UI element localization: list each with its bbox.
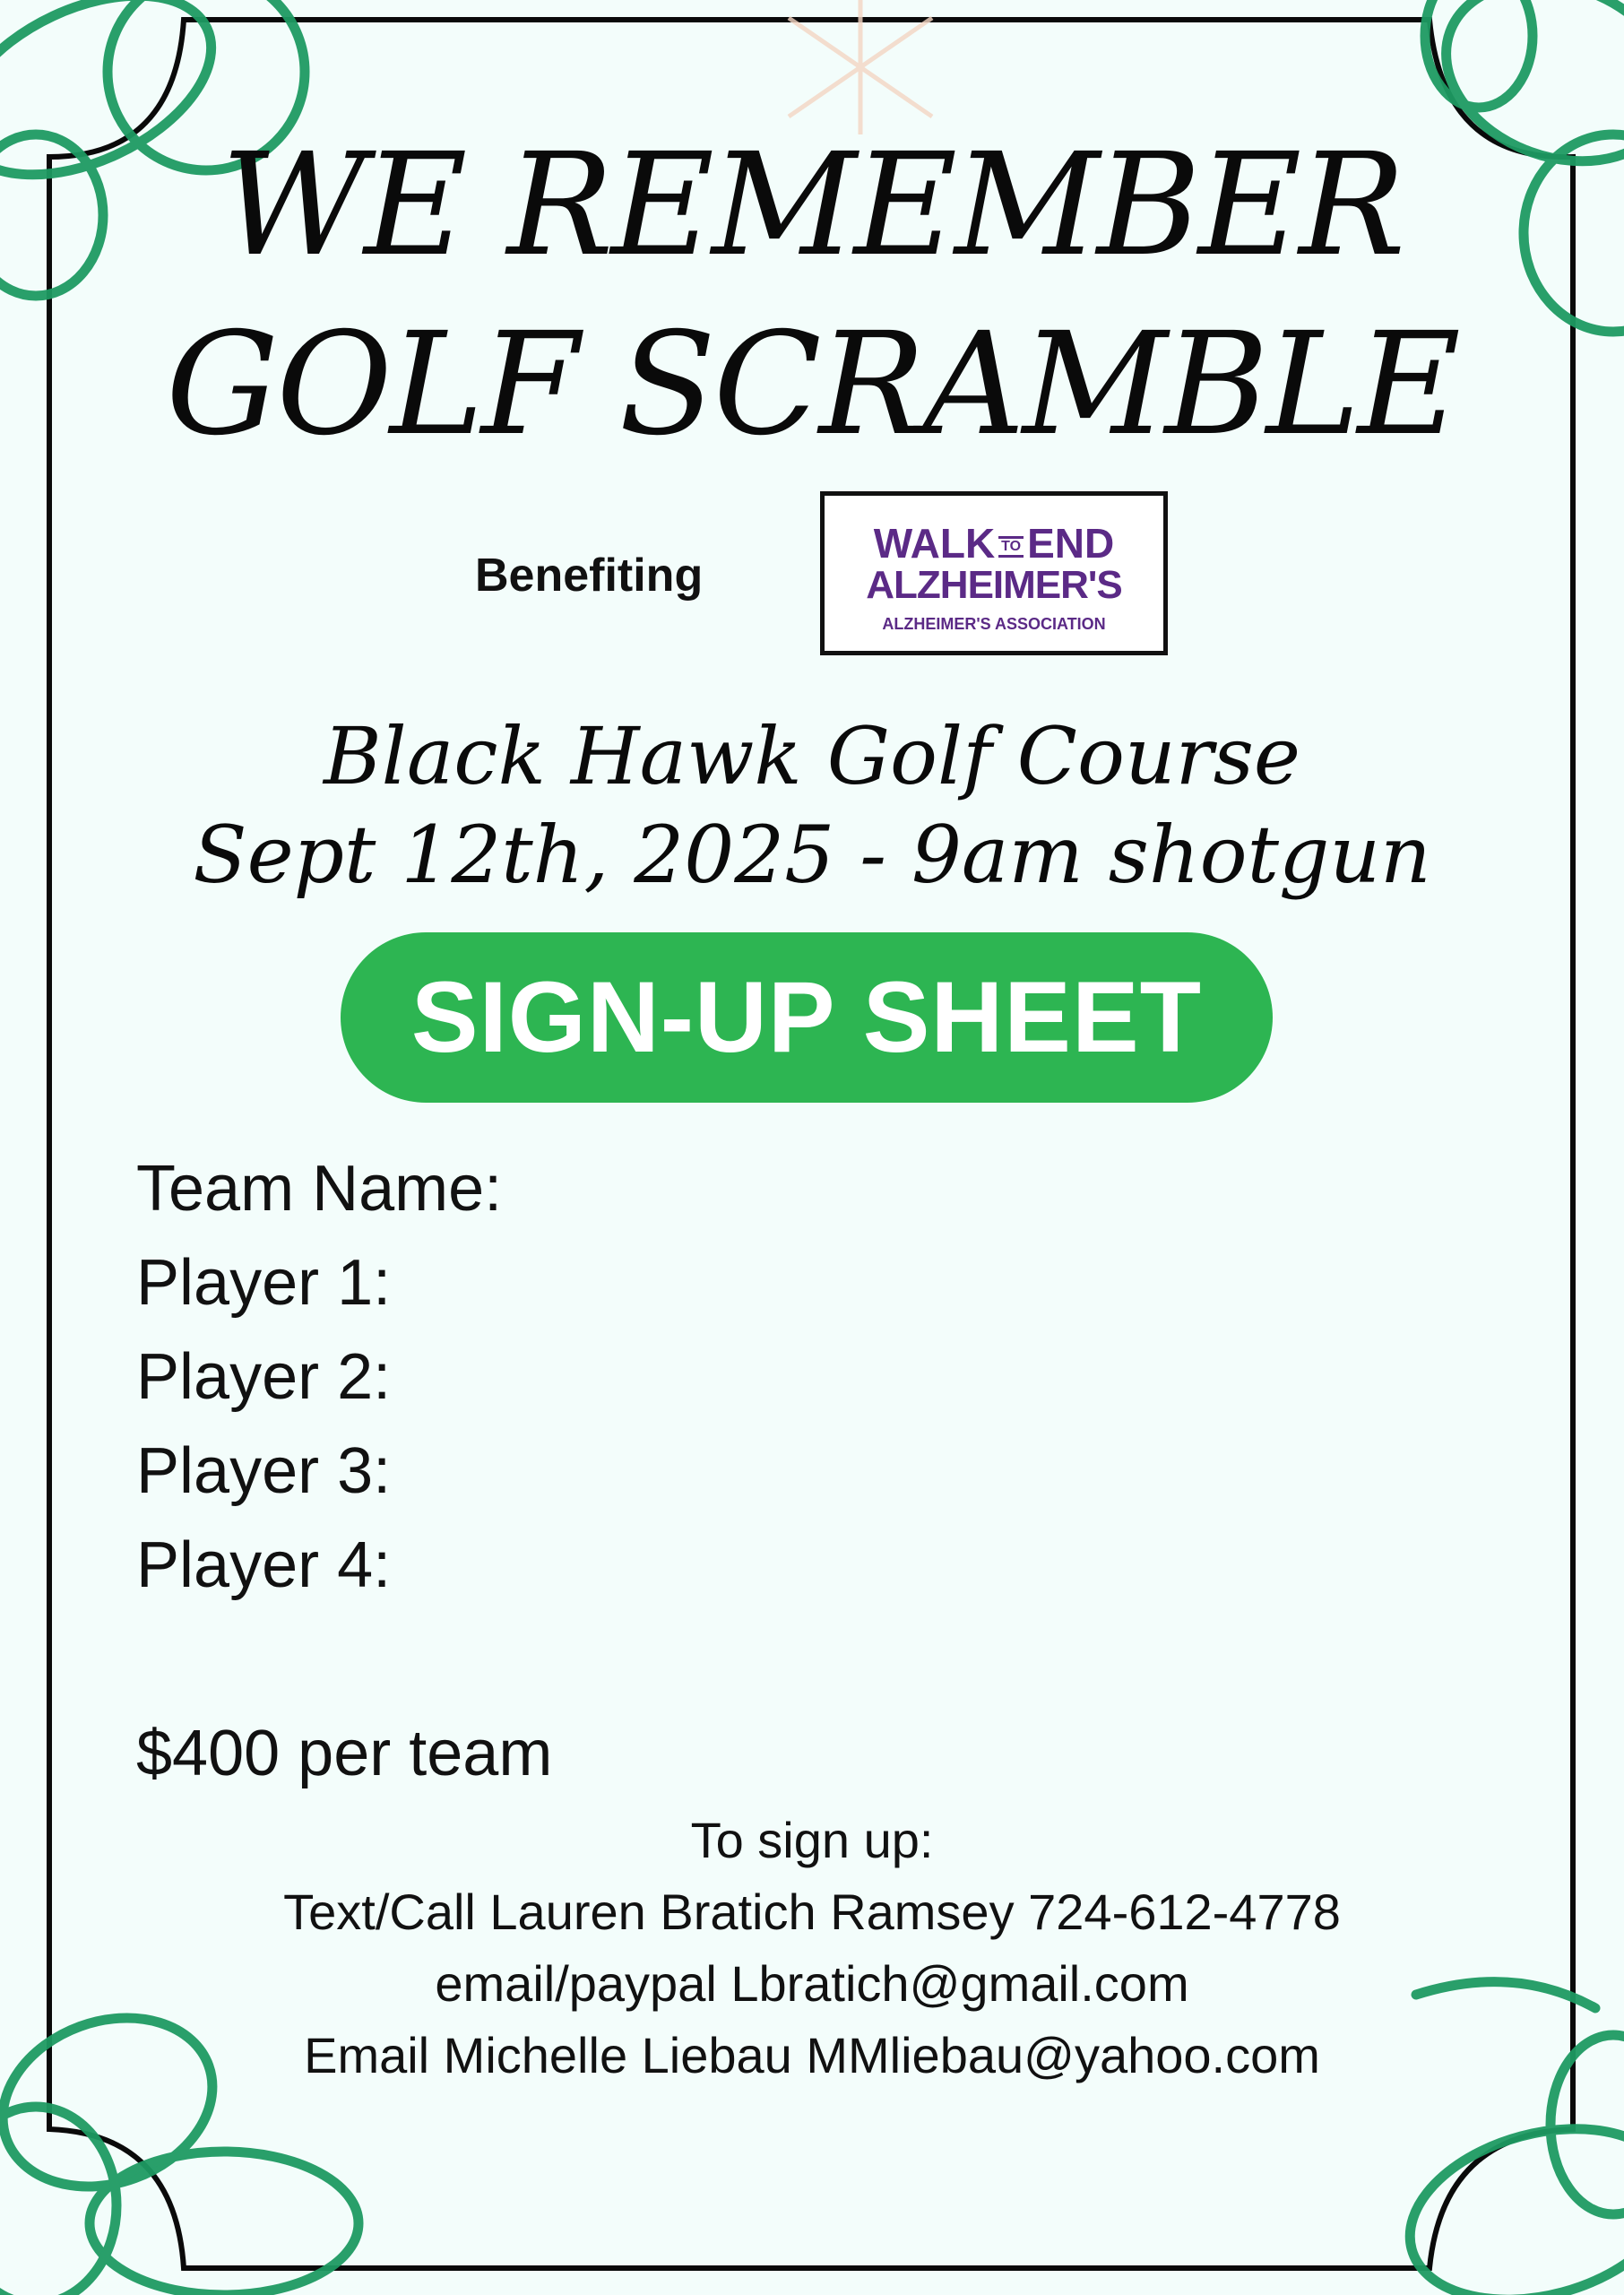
logo-line-1: [825, 520, 1163, 567]
team-name-field: Team Name:: [136, 1153, 503, 1225]
contact-line-paypal: email/paypal Lbratich@gmail.com: [435, 1955, 1189, 2012]
player-4-field: Player 4:: [136, 1529, 392, 1601]
player-2-field: Player 2:: [136, 1341, 392, 1413]
contact-heading: To sign up:: [690, 1812, 934, 1868]
event-date: Sept 12th, 2025 - 9am shotgun: [193, 809, 1431, 901]
title-line-1: WE REMEMBER: [220, 123, 1404, 288]
price-per-team: $400 per team: [136, 1718, 553, 1789]
logo-walk: WALK: [873, 520, 996, 567]
title-line-2: GOLF SCRAMBLE: [166, 302, 1458, 467]
player-1-field: Player 1:: [136, 1247, 392, 1319]
venue-name: Black Hawk Golf Course: [324, 710, 1300, 802]
signup-sheet-banner: SIGN-UP SHEET: [341, 932, 1273, 1103]
logo-line-2: ALZHEIMER'S: [866, 563, 1122, 607]
logo-to: TO: [998, 536, 1024, 558]
contact-line-email: Email Michelle Liebau MMliebau@yahoo.com: [304, 2027, 1320, 2083]
benefiting-label: Benefiting: [475, 550, 704, 602]
logo-end: END: [1027, 520, 1115, 567]
walk-to-end-alzheimers-logo: [820, 491, 1168, 655]
logo-line-3: ALZHEIMER'S ASSOCIATION: [882, 615, 1106, 633]
contact-line-phone: Text/Call Lauren Bratich Ramsey 724-612-4778: [283, 1884, 1341, 1940]
player-3-field: Player 3:: [136, 1435, 392, 1507]
swirl-bottom-right: [1391, 1982, 1624, 2295]
